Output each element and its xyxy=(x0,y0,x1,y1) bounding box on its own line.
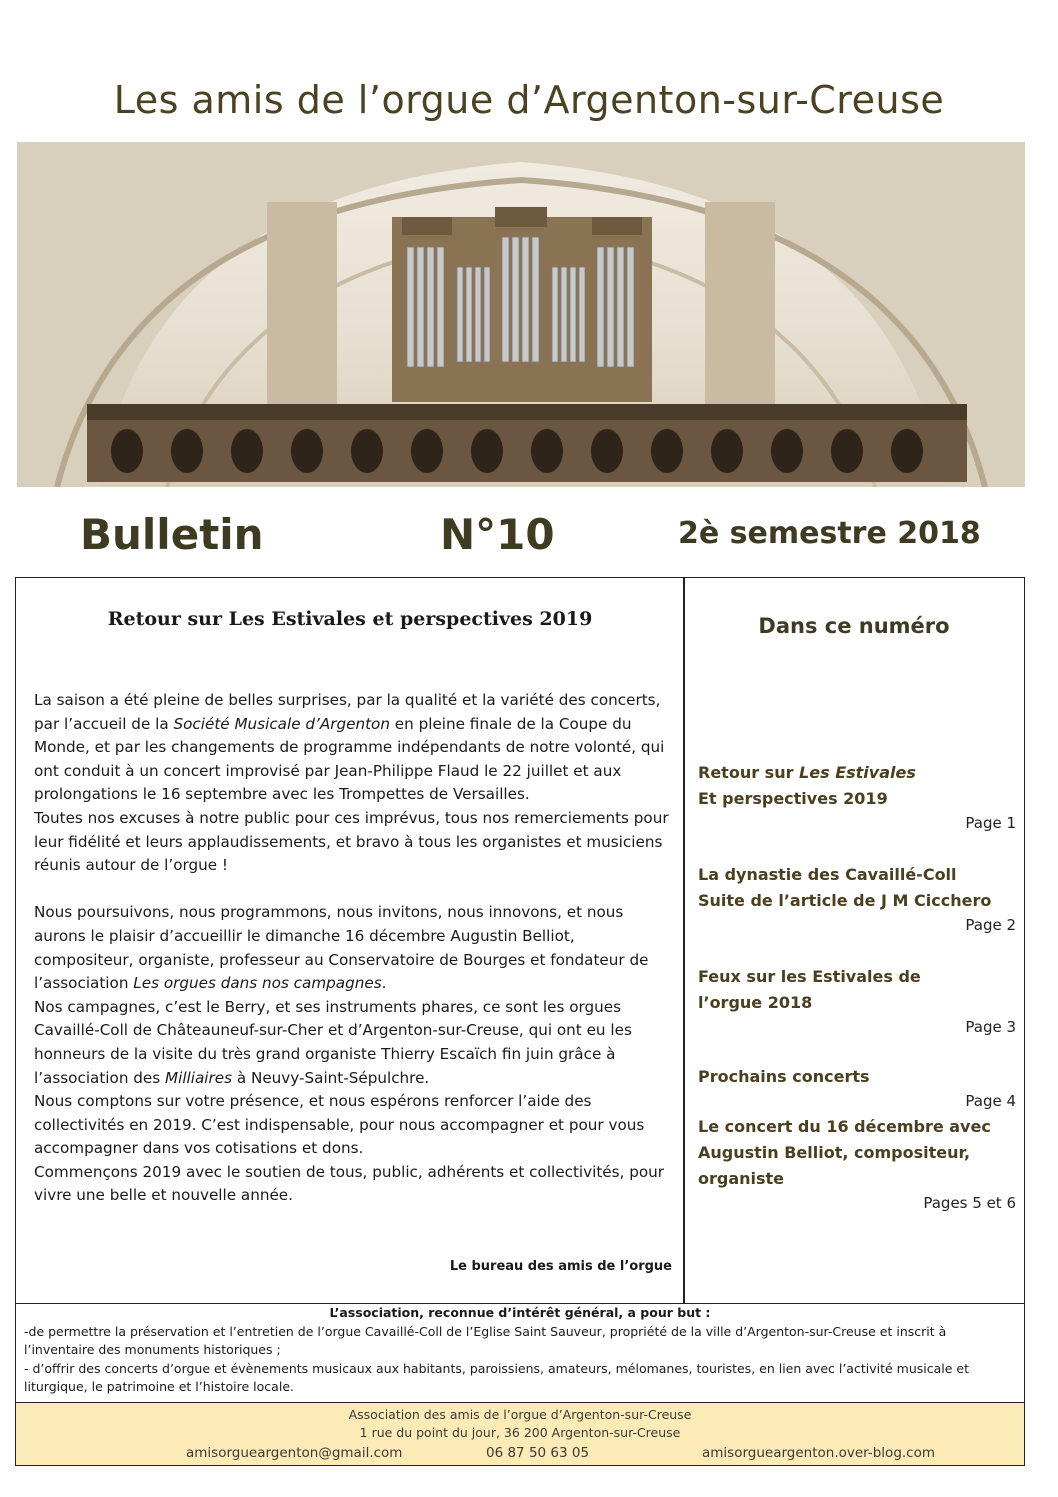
toc-page: Page 1 xyxy=(965,814,1016,832)
toc-heading: Dans ce numéro xyxy=(758,614,950,638)
contact-name: Association des amis de l’orgue d’Argenton-sur-Creuse xyxy=(348,1407,692,1422)
article-title: Retour sur Les Estivales et perspectives 2019 xyxy=(107,608,593,630)
toc-page: Page 2 xyxy=(965,916,1016,934)
column-divider xyxy=(683,577,685,1304)
bulletin-number: N°10 xyxy=(440,510,555,559)
contact-email[interactable]: amisorgueargenton@gmail.com xyxy=(186,1445,403,1461)
contact-phone: 06 87 50 63 05 xyxy=(486,1445,590,1461)
article-body xyxy=(34,689,674,1208)
article-paragraph: Toutes nos excuses à notre public pour ces imprévus, tous nos remerciements pour leur fidélité et leurs applaudissements, et bravo à tous les organistes et musiciens réunis autour de l’orgue ! xyxy=(34,808,669,875)
purpose-item: - d’offrir des concerts d’orgue et évènements musicaux aux habitants, paroissiens, amateurs, mélomanes, touristes, en lien avec l’activité musicale et liturgique, le patrimoine et l’histoire locale. xyxy=(24,1360,969,1394)
toc-item[interactable]: Prochains concerts Page 4 xyxy=(698,1067,1016,1110)
bulletin-label: Bulletin xyxy=(80,510,264,559)
contact-blog-link[interactable]: amisorgueargenton.over-blog.com xyxy=(702,1445,936,1461)
article-paragraph: Nous comptons sur votre présence, et nous espérons renforcer l’aide des collectivités en 2019. C’est indispensable, pour nous accompagner et pour vous accompagner dans vos cotisations et dons. xyxy=(34,1092,645,1158)
article-paragraph: La saison a été pleine de belles surprises, par la qualité et la variété des concerts, par l’accueil de la Société Musicale d’Argenton en pleine finale de la Coupe du Monde, et par les changements de programme indépendants de notre volonté, qui ont conduit à un concert improvisé par Jean-Philippe Flaud le 22 juillet et aux prolongations le 16 septembre avec les Trompettes de Versailles. xyxy=(34,691,665,804)
article-signature: Le bureau des amis de l’orgue xyxy=(449,1259,672,1274)
toc-page: Pages 5 et 6 xyxy=(923,1194,1016,1212)
toc-page: Page 4 xyxy=(965,1092,1016,1110)
contact-footer xyxy=(15,1402,1025,1466)
purpose-heading: L’association, reconnue d’intérêt général, a pour but : xyxy=(329,1305,711,1320)
bulletin-masthead-title: Les amis de l’orgue d’Argenton-sur-Creuse xyxy=(113,78,945,122)
bulletin-period: 2è semestre 2018 xyxy=(678,516,981,551)
association-purpose xyxy=(15,1304,1025,1402)
toc-item[interactable]: Le concert du 16 décembre avec Augustin Belliot, compositeur, organiste Pages 5 et 6 xyxy=(698,1117,1016,1212)
toc-item[interactable]: Retour sur Les Estivales Et perspectives 2019 Page 1 xyxy=(698,763,1016,832)
toc-item[interactable]: Feux sur les Estivales de l’orgue 2018 Page 3 xyxy=(698,967,1016,1036)
toc-item[interactable]: La dynastie des Cavaillé-Coll Suite de l’article de J M Cicchero Page 2 xyxy=(698,865,1016,934)
article-paragraph: Commençons 2019 avec le soutien de tous, public, adhérents et collectivités, pour vivre une belle et nouvelle année. xyxy=(34,1162,664,1205)
toc-page: Page 3 xyxy=(965,1018,1016,1036)
organ-photo xyxy=(17,142,1025,487)
article-paragraph: Nous poursuivons, nous programmons, nous invitons, nous innovons, et nous aurons le plaisir d’accueillir le dimanche 16 décembre Augustin Belliot, compositeur, organiste, professeur au Conservatoire de Bourges et fondateur de l’association Les orgues dans nos campagnes. xyxy=(34,903,649,993)
article-paragraph: Nos campagnes, c’est le Berry, et ses instruments phares, ce sont les orgues Cavaillé-Coll de Châteauneuf-sur-Cher et d’Argenton-sur-Creuse, qui ont eu les honneurs de la visite du très grand organiste Thierry Escaïch fin juin grâce à l’association des Milliaires à Neuvy-Saint-Sépulchre. xyxy=(34,997,632,1087)
purpose-item: -de permettre la préservation et l’entretien de l’orgue Cavaillé-Coll de l’Eglise Saint Sauveur, propriété de la ville d’Argenton-sur-Creuse et inscrit à l’inventaire des monuments historiques ; xyxy=(24,1323,947,1357)
contact-address: 1 rue du point du jour, 36 200 Argenton-sur-Creuse xyxy=(359,1425,681,1440)
organ-illustration xyxy=(17,142,1025,487)
